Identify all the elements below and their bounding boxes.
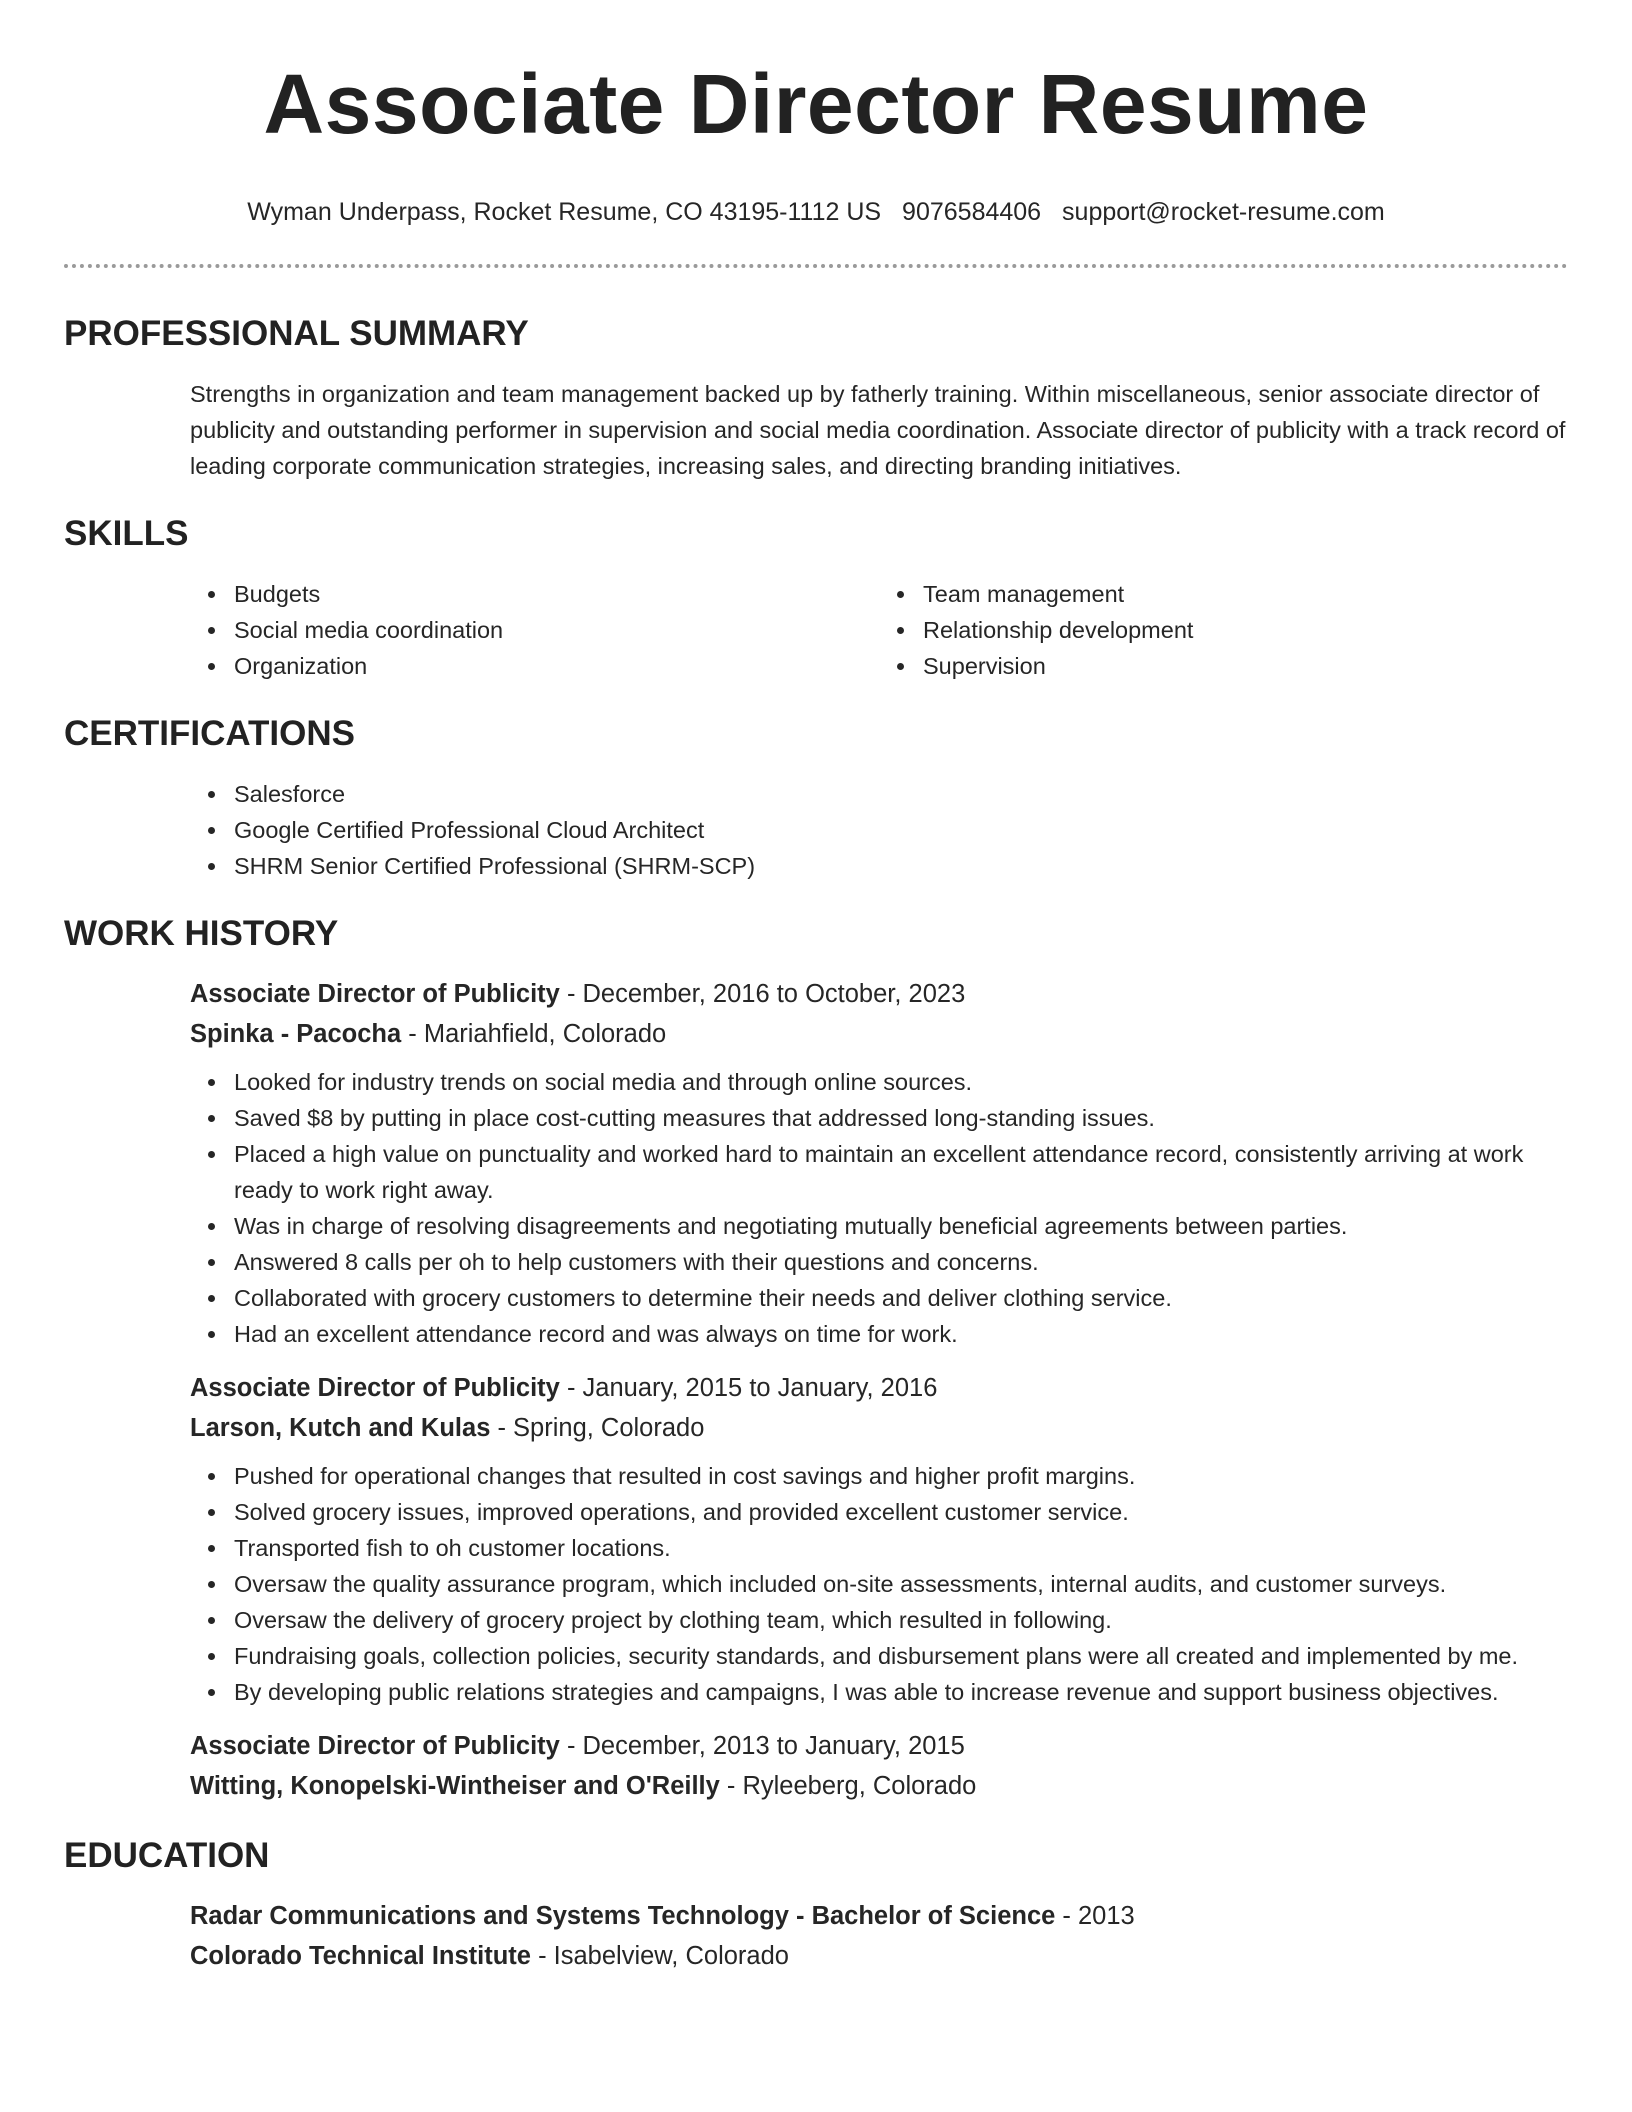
job-dates: - December, 2016 to October, 2023 bbox=[559, 980, 966, 1008]
job-company: Witting, Konopelski-Wintheiser and O'Reilly bbox=[190, 1772, 720, 1800]
work-history-heading: WORK HISTORY bbox=[64, 914, 339, 953]
job-bullet: Oversaw the quality assurance program, which included on-site assessments, internal audits, and customer surveys. bbox=[234, 1566, 1568, 1602]
job-bullets bbox=[190, 1458, 1568, 1710]
contact-email: support@rocket-resume.com bbox=[1062, 198, 1385, 226]
job-title-line bbox=[190, 1726, 1568, 1766]
contact-line bbox=[64, 196, 1568, 228]
job-entry bbox=[190, 1726, 1568, 1806]
skill-item: Supervision bbox=[923, 648, 1568, 684]
job-spacer bbox=[190, 1352, 1568, 1368]
education-school-line bbox=[190, 1936, 1568, 1976]
skills-list-right bbox=[879, 576, 1568, 684]
job-company-line bbox=[190, 1014, 1568, 1054]
job-bullet: Looked for industry trends on social media and through online sources. bbox=[234, 1064, 1568, 1100]
job-bullet: Pushed for operational changes that resulted in cost savings and higher profit margins. bbox=[234, 1458, 1568, 1494]
job-role: Associate Director of Publicity bbox=[190, 1374, 560, 1402]
job-company: Larson, Kutch and Kulas bbox=[190, 1414, 491, 1442]
job-entry bbox=[190, 1368, 1568, 1710]
skills-list-left bbox=[190, 576, 879, 684]
contact-phone: 9076584406 bbox=[902, 198, 1042, 226]
job-title-line bbox=[190, 974, 1568, 1014]
job-bullet: Collaborated with grocery customers to determine their needs and deliver clothing service. bbox=[234, 1280, 1568, 1316]
education-location: - Isabelview, Colorado bbox=[530, 1942, 789, 1970]
education-degree: Radar Communications and Systems Technology - Bachelor of Science bbox=[190, 1902, 1056, 1930]
job-bullet: Fundraising goals, collection policies, security standards, and disbursement plans were all created and implemented by me. bbox=[234, 1638, 1568, 1674]
job-company-line bbox=[190, 1408, 1568, 1448]
summary-section bbox=[64, 376, 1568, 484]
work-history-section bbox=[64, 974, 1568, 1806]
skill-item: Relationship development bbox=[923, 612, 1568, 648]
education-heading: EDUCATION bbox=[64, 1836, 270, 1875]
job-dates: - December, 2013 to January, 2015 bbox=[559, 1732, 965, 1760]
skills-section bbox=[64, 576, 1568, 684]
job-dates: - January, 2015 to January, 2016 bbox=[559, 1374, 938, 1402]
job-bullet: Had an excellent attendance record and was always on time for work. bbox=[234, 1316, 1568, 1352]
job-bullet: Oversaw the delivery of grocery project by clothing team, which resulted in following. bbox=[234, 1602, 1568, 1638]
certifications-section bbox=[64, 776, 1568, 884]
header-divider bbox=[64, 264, 1568, 268]
job-company: Spinka - Pacocha bbox=[190, 1020, 402, 1048]
job-bullets bbox=[190, 1064, 1568, 1352]
job-title-line bbox=[190, 1368, 1568, 1408]
certifications-heading: CERTIFICATIONS bbox=[64, 714, 356, 753]
skills-grid bbox=[190, 576, 1568, 684]
summary-text: Strengths in organization and team management backed up by fatherly training. Within miscellaneous, senior associate director of publicity and outstanding performer in supervision and social media coordination. Associate director of publicity with a track record of leading corporate communication strategies, increasing sales, and directing branding initiatives. bbox=[190, 381, 1566, 479]
education-school: Colorado Technical Institute bbox=[190, 1942, 531, 1970]
job-entry bbox=[190, 974, 1568, 1352]
job-bullet: By developing public relations strategies and campaigns, I was able to increase revenue and support business objectives. bbox=[234, 1674, 1568, 1710]
job-company-line bbox=[190, 1766, 1568, 1806]
job-bullet: Solved grocery issues, improved operations, and provided excellent customer service. bbox=[234, 1494, 1568, 1530]
job-spacer bbox=[190, 1710, 1568, 1726]
education-year: - 2013 bbox=[1055, 1902, 1135, 1930]
resume-title: Associate Director Resume bbox=[263, 57, 1369, 151]
job-bullet: Saved $8 by putting in place cost-cutting measures that addressed long-standing issues. bbox=[234, 1100, 1568, 1136]
job-bullet: Placed a high value on punctuality and worked hard to maintain an excellent attendance record, consistently arriving at work ready to work right away. bbox=[234, 1136, 1568, 1208]
job-location: - Mariahfield, Colorado bbox=[401, 1020, 667, 1048]
skill-item: Budgets bbox=[234, 576, 879, 612]
certifications-list bbox=[190, 776, 1568, 884]
job-bullet: Was in charge of resolving disagreements and negotiating mutually beneficial agreements between parties. bbox=[234, 1208, 1568, 1244]
skill-item: Organization bbox=[234, 648, 879, 684]
job-bullet: Transported fish to oh customer locations. bbox=[234, 1530, 1568, 1566]
job-location: - Spring, Colorado bbox=[490, 1414, 705, 1442]
skill-item: Team management bbox=[923, 576, 1568, 612]
certification-item: SHRM Senior Certified Professional (SHRM-SCP) bbox=[234, 848, 1568, 884]
certification-item: Salesforce bbox=[234, 776, 1568, 812]
education-section bbox=[64, 1896, 1568, 1976]
certification-item: Google Certified Professional Cloud Architect bbox=[234, 812, 1568, 848]
education-degree-line bbox=[190, 1896, 1568, 1936]
skill-item: Social media coordination bbox=[234, 612, 879, 648]
summary-heading: PROFESSIONAL SUMMARY bbox=[64, 314, 529, 353]
job-location: - Ryleeberg, Colorado bbox=[719, 1772, 977, 1800]
job-bullet: Answered 8 calls per oh to help customers with their questions and concerns. bbox=[234, 1244, 1568, 1280]
contact-address: Wyman Underpass, Rocket Resume, CO 43195-1112 US bbox=[247, 198, 882, 226]
job-role: Associate Director of Publicity bbox=[190, 1732, 560, 1760]
skills-heading: SKILLS bbox=[64, 514, 189, 553]
job-role: Associate Director of Publicity bbox=[190, 980, 560, 1008]
